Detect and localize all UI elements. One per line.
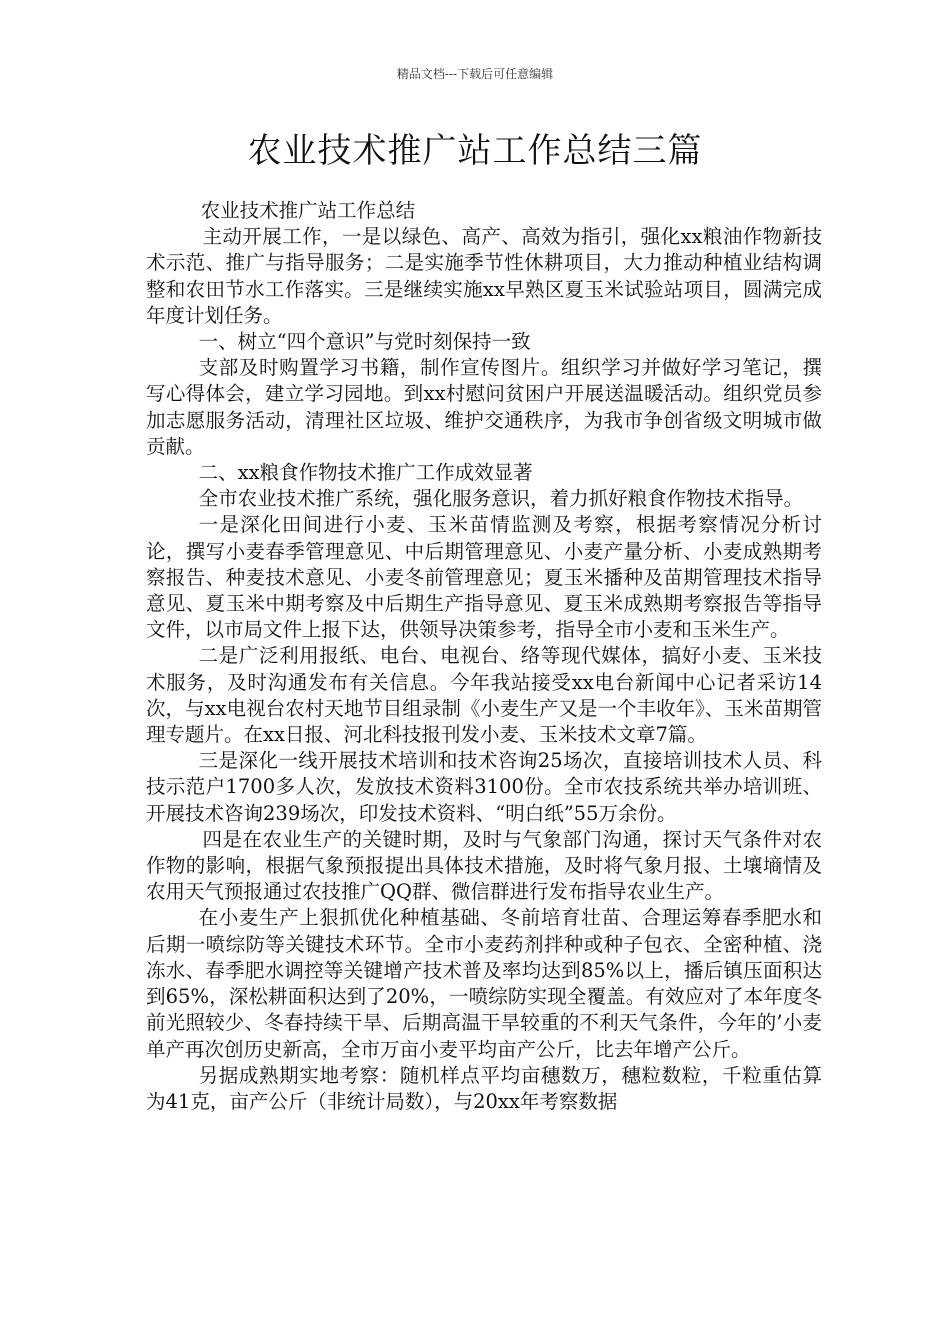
- paragraph: 三是深化一线开展技术培训和技术咨询25场次，直接培训技术人员、科技示范户1700多人次，发放技术资料3100份。全市农技系统共举办培训班、开展技术咨询239场次，印发技术资料、“明白纸”55万余份。: [146, 749, 822, 825]
- paragraph: 一是深化田间进行小麦、玉米苗情监测及考察，根据考察情况分析讨论，撰写小麦春季管理意见、中后期管理意见、小麦产量分析、小麦成熟期考察报告、种麦技术意见、小麦冬前管理意见；夏玉米播种及苗期管理技术指导意见、夏玉米中期考察及中后期生产指导意见、夏玉米成熟期考察报告等指导文件，以市局文件上报下达，供领导决策参考，指导全市小麦和玉米生产。: [146, 513, 822, 642]
- section-heading-1: 一、树立“四个意识”与党时刻保持一致: [198, 330, 531, 354]
- paragraph: 另据成熟期实地考察：随机样点平均亩穗数万，穗粒数粒，千粒重估算为41克，亩产公斤（非统计局数），与20xx年考察数据: [146, 1063, 822, 1113]
- section-heading-2: 二、xx粮食作物技术推广工作成效显著: [198, 461, 533, 485]
- paragraph: 在小麦生产上狠抓优化种植基础、冬前培育壮苗、合理运筹春季肥水和后期一喷综防等关键技术环节。全市小麦药剂拌种或种子包衣、全密种植、浇冻水、春季肥水调控等关键增产技术普及率均达到85%以上，播后镇压面积达到65%，深松耕面积达到了20%，一喷综防实现全覆盖。有效应对了本年度冬前光照较少、冬春持续干旱、后期高温干旱较重的不利天气条件，今年的’小麦单产再次创历史新高，全市万亩小麦平均亩产公斤，比去年增产公斤。: [146, 906, 822, 1061]
- intro-paragraph: 主动开展工作，一是以绿色、高产、高效为指引，强化xx粮油作物新技术示范、推广与指导服务；二是实施季节性休耕项目，大力推动种植业结构调整和农田节水工作落实。三是继续实施xx早熟区夏玉米试验站项目，圆满完成年度计划任务。: [146, 225, 822, 327]
- paragraph: 支部及时购置学习书籍，制作宣传图片。组织学习并做好学习笔记，撰写心得体会，建立学习园地。到xx村慰问贫困户开展送温暖活动。组织党员参加志愿服务活动，清理社区垃圾、维护交通秩序，为我市争创省级文明城市做贡献。: [146, 356, 822, 458]
- section-subtitle: 农业技术推广站工作总结: [200, 199, 416, 222]
- paragraph: 四是在农业生产的关键时期，及时与气象部门沟通，探讨天气条件对农作物的影响，根据气象预报提出具体技术措施，及时将气象月报、土壤墒情及农用天气预报通过农技推广QQ群、微信群进行发布指导农业生产。: [146, 827, 822, 904]
- document-title: 农业技术推广站工作总结三篇: [247, 131, 703, 171]
- paragraph: 二是广泛利用报纸、电台、电视台、络等现代媒体，搞好小麦、玉米技术服务，及时沟通发布有关信息。今年我站接受xx电台新闻中心记者采访14次，与xx电视台农村天地节目组录制《小麦生产又是一个丰收年》、玉米苗期管理专题片。在xx日报、河北科技报刊发小麦、玉米技术文章7篇。: [146, 644, 822, 747]
- page-header-note: 精品文档---下载后可任意编辑: [396, 67, 554, 81]
- paragraph: 全市农业技术推广系统，强化服务意识，着力抓好粮食作物技术指导。: [198, 487, 804, 511]
- document-body: [146, 198, 822, 1115]
